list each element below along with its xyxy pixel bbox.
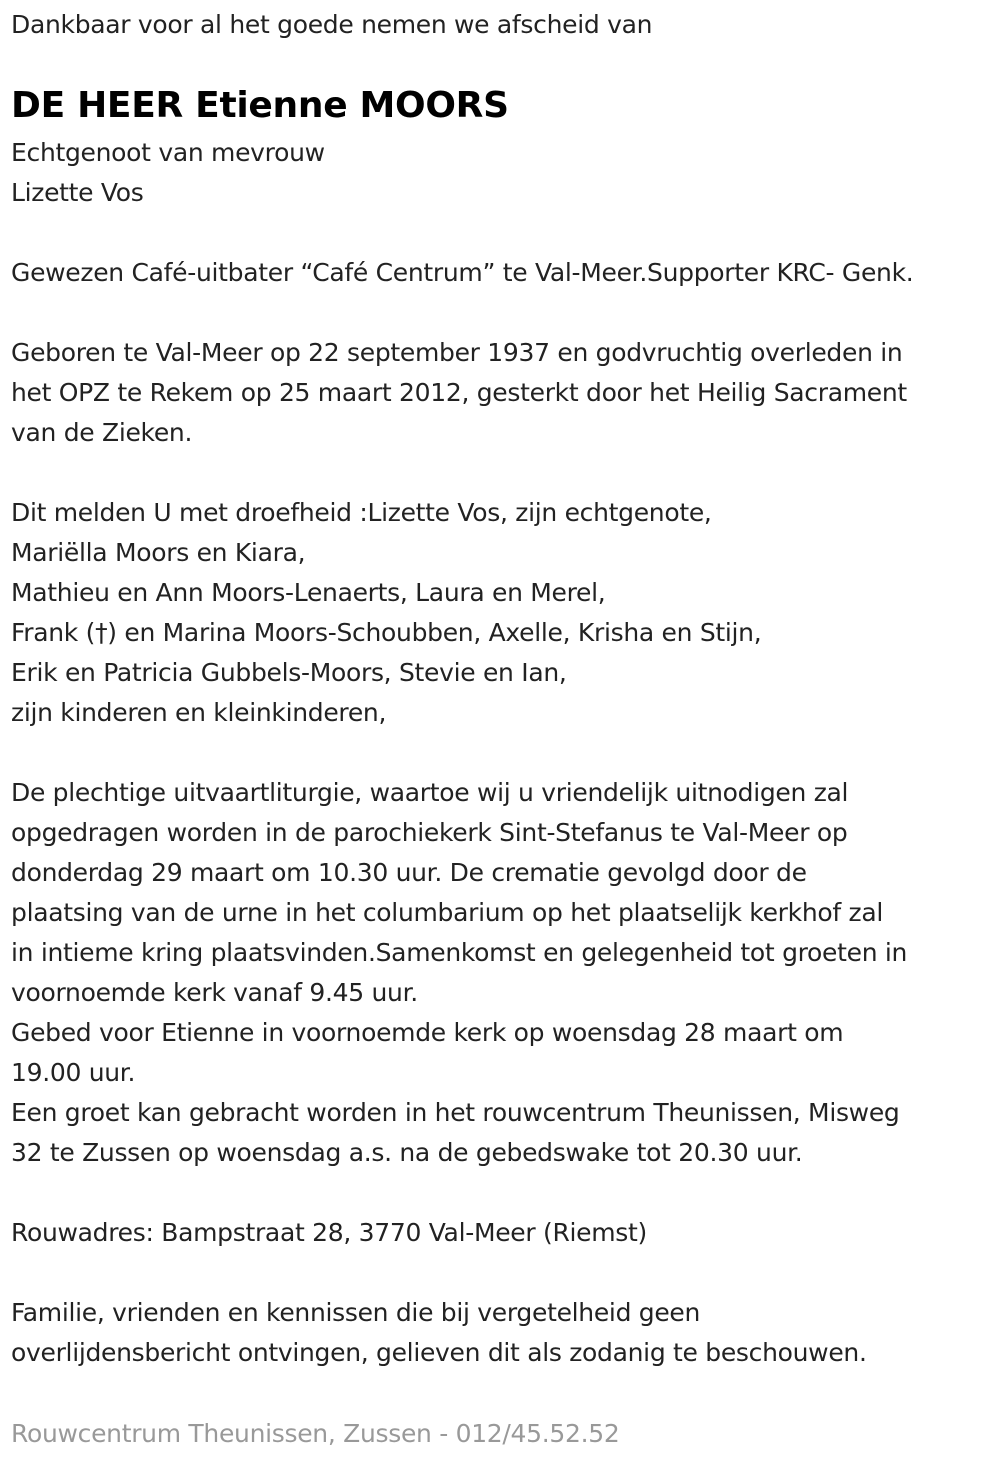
funeral-home-footer: Rouwcentrum Theunissen, Zussen - 012/45.52.52 — [11, 1419, 620, 1448]
family-line: Erik en Patricia Gubbels-Moors, Stevie en Ian, — [11, 658, 567, 687]
funeral-line: Een groet kan gebracht worden in het rouwcentrum Theunissen, Misweg — [11, 1098, 900, 1127]
funeral-line: 19.00 uur. — [11, 1058, 136, 1087]
spouse-section — [11, 133, 325, 213]
notice-section — [11, 1293, 867, 1373]
funeral-line: voornoemde kerk vanaf 9.45 uur. — [11, 978, 418, 1007]
notice-line: Familie, vrienden en kennissen die bij vergetelheid geen — [11, 1298, 701, 1327]
funeral-line: plaatsing van de urne in het columbarium op het plaatselijk kerkhof zal — [11, 898, 884, 927]
spouse-line: Lizette Vos — [11, 178, 144, 207]
funeral-line: in intieme kring plaatsvinden.Samenkomst en gelegenheid tot groeten in — [11, 938, 908, 967]
family-line: Mariëlla Moors en Kiara, — [11, 538, 306, 567]
deceased-name: DE HEER Etienne MOORS — [11, 85, 509, 126]
family-line: Frank (†) en Marina Moors-Schoubben, Axelle, Krisha en Stijn, — [11, 618, 762, 647]
funeral-line: Gebed voor Etienne in voornoemde kerk op woensdag 28 maart om — [11, 1018, 844, 1047]
birth-death-line: het OPZ te Rekem op 25 maart 2012, gesterkt door het Heilig Sacrament — [11, 378, 907, 407]
notice-line: overlijdensbericht ontvingen, gelieven dit als zodanig te beschouwen. — [11, 1338, 867, 1367]
address-line: Rouwadres: Bampstraat 28, 3770 Val-Meer (Riemst) — [11, 1218, 647, 1247]
family-line: zijn kinderen en kleinkinderen, — [11, 698, 387, 727]
funeral-line: opgedragen worden in de parochiekerk Sint-Stefanus te Val-Meer op — [11, 818, 848, 847]
spouse-line: Echtgenoot van mevrouw — [11, 138, 325, 167]
funeral-section — [11, 773, 907, 1173]
family-line: Mathieu en Ann Moors-Lenaerts, Laura en Merel, — [11, 578, 606, 607]
birth-death-line: Geboren te Val-Meer op 22 september 1937 en godvruchtig overleden in — [11, 338, 903, 367]
funeral-line: donderdag 29 maart om 10.30 uur. De crematie gevolgd door de — [11, 858, 807, 887]
career-section — [11, 253, 913, 293]
birth-death-line: van de Zieken. — [11, 418, 193, 447]
family-line: Dit melden U met droefheid :Lizette Vos, zijn echtgenote, — [11, 498, 712, 527]
address-section — [11, 1213, 647, 1253]
birth-death-section — [11, 333, 907, 453]
family-section — [11, 493, 761, 733]
funeral-line: De plechtige uitvaartliturgie, waartoe wij u vriendelijk uitnodigen zal — [11, 778, 849, 807]
intro-text: Dankbaar voor al het goede nemen we afscheid van — [11, 10, 653, 39]
career-line: Gewezen Café-uitbater “Café Centrum” te Val-Meer.Supporter KRC- Genk. — [11, 258, 914, 287]
funeral-line: 32 te Zussen op woensdag a.s. na de gebedswake tot 20.30 uur. — [11, 1138, 803, 1167]
